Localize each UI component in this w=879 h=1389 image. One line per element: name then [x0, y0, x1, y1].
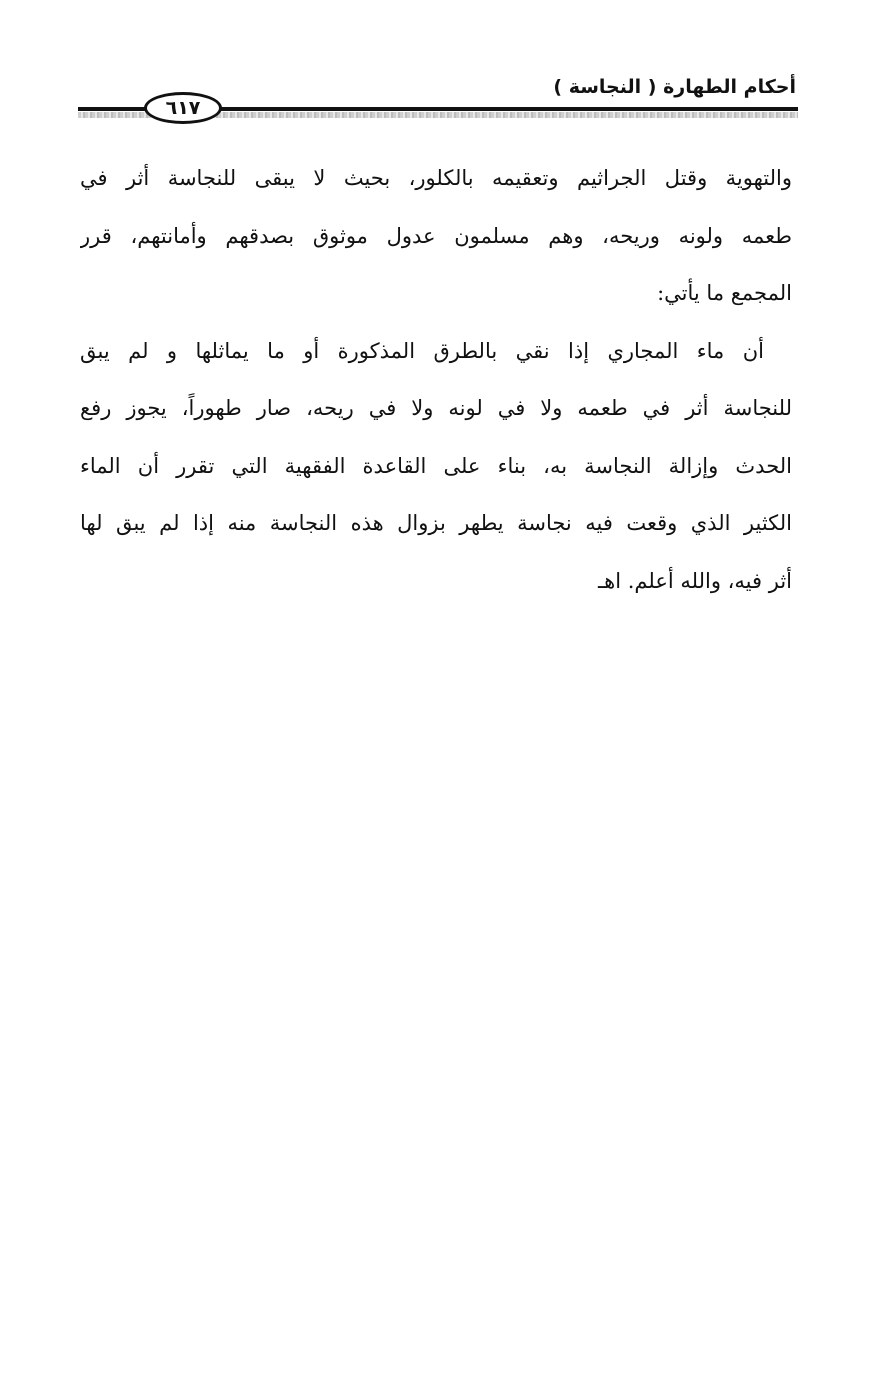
body-text — [80, 150, 792, 610]
text-line: طعمه ولونه وريحه، وهم مسلمون عدول موثوق بصدقهم وأمانتهم، قرر — [80, 223, 792, 248]
paragraph-1 — [80, 150, 792, 323]
page-number: ٦١٧ — [165, 97, 201, 119]
text-line: الكثير الذي وقعت فيه نجاسة يطهر بزوال هذه النجاسة منه إذا لم يبق لها — [80, 511, 792, 535]
text-line: الحدث وإزالة النجاسة به، بناء على القاعدة الفقهية التي تقرر أن الماء — [80, 453, 792, 478]
page-header — [78, 70, 798, 130]
text-line: أثر فيه، والله أعلم. اهـ — [598, 568, 792, 593]
paragraph-2 — [80, 323, 792, 611]
text-line: للنجاسة أثر في طعمه ولا في لونه ولا في ريحه، صار طهوراً، يجوز رفع — [80, 396, 792, 420]
running-title: أحكام الطهارة ( النجاسة ) — [553, 76, 796, 98]
text-line: المجمع ما يأتي: — [657, 281, 792, 305]
text-line: أن ماء المجاري إذا نقي بالطرق المذكورة أو ما يماثلها و لم يبق — [80, 338, 764, 363]
text-line: والتهوية وقتل الجراثيم وتعقيمه بالكلور، بحيث لا يبقى للنجاسة أثر في — [80, 166, 792, 190]
page-number-badge — [144, 92, 222, 124]
